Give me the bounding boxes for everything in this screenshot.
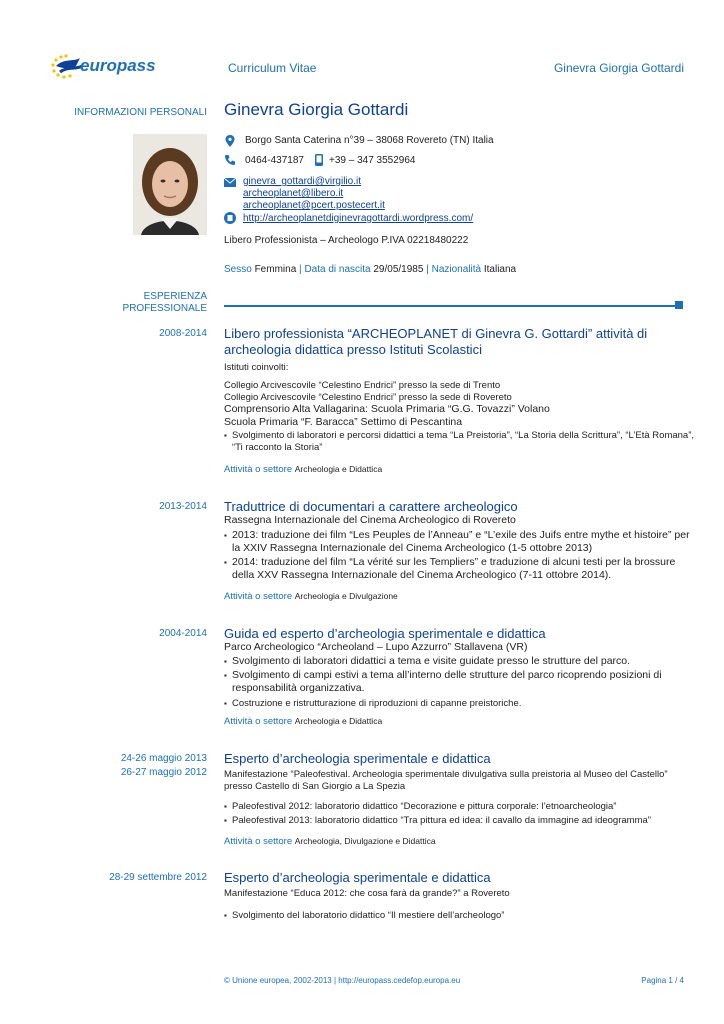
experience-bullets — [224, 910, 694, 922]
experience-bullets — [224, 801, 694, 827]
header-name: Ginevra Giorgia Gottardi — [553, 61, 684, 75]
experience-line: Collegio Arcivescovile “Celestino Endrici” presso la sede di Trento — [224, 380, 501, 391]
experience-bullets — [224, 430, 694, 454]
experience-date: 28-29 settembre 2012 — [109, 872, 207, 883]
profile-photo — [133, 134, 207, 235]
location-icon — [224, 135, 236, 147]
section-personal-info: INFORMAZIONI PERSONALI — [74, 107, 207, 118]
birth-value: 29/05/1985 — [373, 264, 424, 275]
sector-label: Attività o settore — [224, 836, 293, 847]
bullet-item: ▪ 2014: traduzione del film “La vérité sur les Templiers” e traduzione di alcuni testi per la brossure della XXV Rassegna Internazionale del Cinema Archeologico (7-11 ottobre 2014). — [224, 556, 694, 582]
experience-sector — [224, 836, 436, 847]
sector-label: Attività o settore — [224, 591, 293, 602]
nationality-label: Nazionalità — [431, 264, 482, 275]
email-icon — [224, 178, 236, 187]
email-link-2[interactable]: archeoplanet@libero.it — [243, 188, 344, 199]
bullet-item: ▪ Svolgimento di laboratori e percorsi didattici a tema “La Preistoria”, “La Storia della Scrittura”, “L’Età Romana”, “Ti racconto la Storia” — [224, 430, 694, 454]
experience-date: 24-26 maggio 2013 — [120, 753, 207, 764]
bullet-item: ▪ Svolgimento del laboratorio didattico “Il mestiere dell’archeologo” — [224, 910, 694, 922]
mobile-number: +39 – 347 3552964 — [329, 155, 416, 166]
section-experience-line2: PROFESSIONALE — [122, 303, 207, 314]
address: Borgo Santa Caterina n°39 – 38068 Rovereto (TN) Italia — [245, 135, 494, 146]
experience-line: Comprensorio Alta Vallagarina: Scuola Primaria “G.G. Tovazzi” Volano — [224, 403, 550, 415]
profile-photo-image — [133, 134, 207, 235]
bullet-item: ▪ Paleofestival 2013: laboratorio didattico “Tra pittura ed idea: il cavallo da immagine ad ideogramma” — [224, 815, 694, 827]
sector-label: Attività o settore — [224, 716, 293, 727]
experience-date: 2008-2014 — [159, 328, 207, 339]
bullet-item: ▪ Svolgimento di campi estivi a tema all’interno delle strutture del parco ricoprendo posizioni di responsabilità organizzativa. — [224, 669, 694, 695]
sector-value: Archeologia e Didattica — [294, 464, 383, 474]
bullet-item: ▪ Paleofestival 2012: laboratorio didattico “Decorazione e pittura corporale: l’etnoarcheologia” — [224, 801, 694, 813]
separator: | — [426, 264, 429, 275]
experience-title: Esperto d’archeologia sperimentale e didattica — [224, 751, 491, 766]
experience-title: Libero professionista “ARCHEOPLANET di Ginevra G. Gottardi” attività di archeologia didattica presso Istituti Scolastici — [224, 326, 648, 357]
experience-line: Scuola Primaria “F. Baracca” Settimo di Pescantina — [224, 416, 463, 428]
section-divider — [224, 305, 677, 307]
phone-icon — [224, 154, 236, 166]
mobile-phone-icon — [314, 154, 324, 166]
doc-title: Curriculum Vitae — [228, 61, 317, 75]
experience-subtitle: Rassegna Internazionale del Cinema Archeologico di Rovereto — [224, 514, 516, 526]
sector-label: Attività o settore — [224, 464, 293, 475]
footer-copyright: © Unione europea, 2002-2013 | http://europass.cedefop.europa.eu — [224, 976, 461, 985]
experience-title: Traduttrice di documentari a carattere archeologico — [224, 499, 518, 514]
sex-label: Sesso — [224, 264, 252, 275]
email-link-3[interactable]: archeoplanet@pcert.postecert.it — [243, 200, 385, 211]
email-link-1[interactable]: ginevra_gottardi@virgilio.it — [243, 176, 361, 187]
website-icon — [224, 212, 236, 224]
bullet-item: ▪ 2013: traduzione dei film “Les Peuples de l’Anneau” e “L’exile des Juifs entre mythe et histoire” per la XXIV Rassegna Internazionale del Cinema Archeologico (1-5 ottobre 2013) — [224, 529, 694, 555]
experience-subtitle: Manifestazione “Paleofestival. Archeologia sperimentale divulgativa sulla preistoria al Museo del Castello” presso Castello di San Giorgio a La Spezia — [224, 769, 668, 792]
sector-value: Archeologia, Divulgazione e Didattica — [294, 836, 436, 846]
experience-subtitle: Manifestazione “Educa 2012: che cosa farà da grande?” a Rovereto — [224, 888, 510, 899]
personal-details — [224, 264, 516, 275]
birth-label: Data di nascita — [304, 264, 371, 275]
experience-bullets — [224, 655, 694, 710]
phone-number: 0464-437187 — [245, 155, 304, 166]
website-link[interactable]: http://archeoplanetdiginevragottardi.wordpress.com/ — [243, 213, 474, 224]
experience-date: 2004-2014 — [159, 628, 207, 639]
profession: Libero Professionista – Archeologo P.IVA 02218480222 — [224, 235, 469, 246]
sector-value: Archeologia e Divulgazione — [294, 591, 398, 601]
experience-date-2: 26-27 maggio 2012 — [120, 767, 207, 778]
experience-bullets — [224, 529, 694, 582]
footer-page-number: Pagina 1 / 4 — [641, 976, 684, 985]
experience-date: 2013-2014 — [159, 501, 207, 512]
experience-title: Esperto d’archeologia sperimentale e didattica — [224, 870, 491, 885]
europass-logo-text: europass — [80, 56, 156, 75]
experience-subtitle: Istituti coinvolti: — [224, 362, 289, 373]
nationality-value: Italiana — [483, 264, 517, 275]
sector-value: Archeologia e Didattica — [294, 716, 383, 726]
experience-title: Guida ed esperto d’archeologia sperimentale e didattica — [224, 626, 546, 641]
section-experience-line1: ESPERIENZA — [143, 291, 207, 302]
experience-sector — [224, 591, 398, 602]
bullet-item: ▪ Costruzione e ristrutturazione di riproduzioni di capanne preistoriche. — [224, 697, 694, 710]
experience-subtitle: Parco Archeologico “Archeoland – Lupo Azzurro” Stallavena (VR) — [224, 641, 528, 653]
experience-sector — [224, 716, 382, 727]
section-divider-end — [675, 301, 683, 309]
bullet-item: ▪ Svolgimento di laboratori didattici a tema e visite guidate presso le strutture del parco. — [224, 655, 694, 668]
separator: | — [299, 264, 302, 275]
person-name: Ginevra Giorgia Gottardi — [224, 100, 409, 119]
sex-value: Femmina — [254, 264, 297, 275]
experience-line: Collegio Arcivescovile “Celestino Endrici” presso la sede di Rovereto — [224, 392, 512, 403]
experience-sector — [224, 464, 382, 475]
